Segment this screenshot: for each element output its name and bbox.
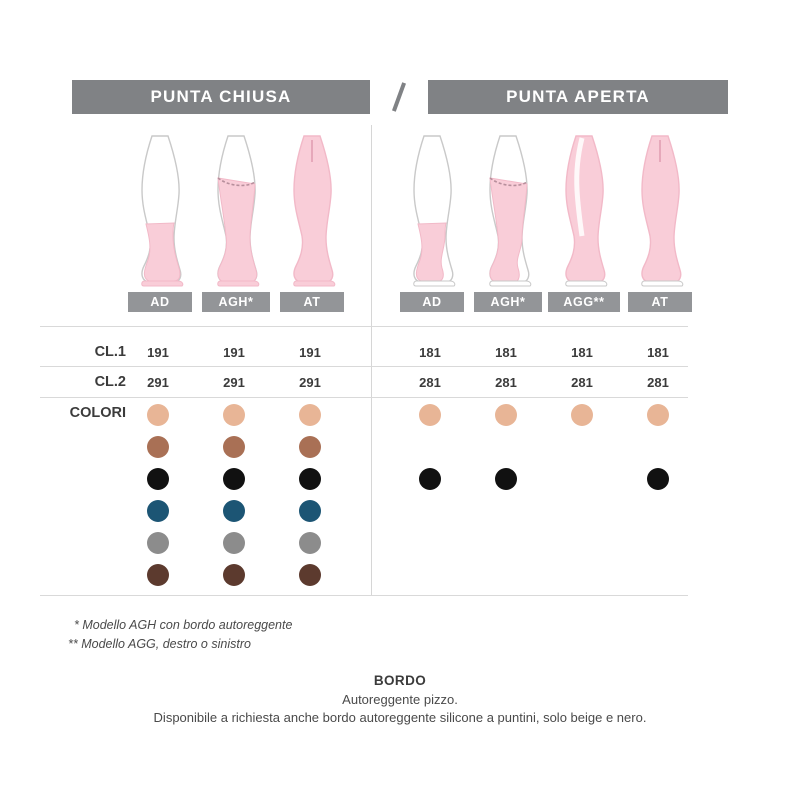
leg-closed-toe-at bbox=[274, 132, 350, 292]
row-label-colori: COLORI bbox=[69, 405, 126, 421]
swatch-closed-ad-grey[interactable] bbox=[147, 532, 169, 554]
slash-icon bbox=[392, 82, 406, 112]
note-agh: * Modello AGH con bordo autoreggente bbox=[74, 618, 293, 632]
footer-line-2: Disponibile a richiesta anche bordo autoreggente silicone a puntini, solo beige e nero. bbox=[153, 710, 647, 725]
swatch-closed-ad-petrol[interactable] bbox=[147, 500, 169, 522]
swatch-closed-ad-beige[interactable] bbox=[147, 404, 169, 426]
leg-open-toe-agh bbox=[470, 132, 546, 292]
header-separator bbox=[370, 80, 428, 114]
swatch-closed-agh-beige[interactable] bbox=[223, 404, 245, 426]
swatch-closed-at-grey[interactable] bbox=[299, 532, 321, 554]
cell-cl1-open-agg: 181 bbox=[571, 345, 593, 360]
leg-illustrations bbox=[72, 132, 728, 292]
leg-closed-toe-agh bbox=[198, 132, 274, 292]
cell-cl2-closed-ad: 291 bbox=[147, 375, 169, 390]
swatch-closed-agh-grey[interactable] bbox=[223, 532, 245, 554]
swatch-open-at-beige[interactable] bbox=[647, 404, 669, 426]
leg-closed-toe-icon bbox=[274, 132, 350, 292]
swatch-closed-agh-brown[interactable] bbox=[223, 564, 245, 586]
swatch-closed-ad-caramel[interactable] bbox=[147, 436, 169, 458]
swatch-closed-agh-black[interactable] bbox=[223, 468, 245, 490]
swatch-closed-at-petrol[interactable] bbox=[299, 500, 321, 522]
table-divider bbox=[40, 366, 688, 367]
swatch-closed-at-black[interactable] bbox=[299, 468, 321, 490]
model-label-open-agg[interactable]: AGG** bbox=[548, 292, 620, 312]
cell-cl2-closed-agh: 291 bbox=[223, 375, 245, 390]
model-labels bbox=[72, 292, 728, 314]
swatch-closed-at-caramel[interactable] bbox=[299, 436, 321, 458]
model-label-closed-ad[interactable]: AD bbox=[128, 292, 192, 312]
model-label-closed-at[interactable]: AT bbox=[280, 292, 344, 312]
leg-open-toe-icon bbox=[394, 132, 470, 292]
swatch-closed-ad-black[interactable] bbox=[147, 468, 169, 490]
chart-header bbox=[72, 80, 728, 114]
cell-cl2-open-at: 281 bbox=[647, 375, 669, 390]
model-label-open-at[interactable]: AT bbox=[628, 292, 692, 312]
model-label-open-ad[interactable]: AD bbox=[400, 292, 464, 312]
leg-open-toe-ad bbox=[394, 132, 470, 292]
cell-cl1-open-at: 181 bbox=[647, 345, 669, 360]
leg-open-toe-icon bbox=[622, 132, 698, 292]
leg-closed-toe-icon bbox=[122, 132, 198, 292]
swatch-open-agg-beige[interactable] bbox=[571, 404, 593, 426]
swatch-open-at-black[interactable] bbox=[647, 468, 669, 490]
footer-title: BORDO bbox=[373, 673, 427, 688]
model-label-open-agh[interactable]: AGH* bbox=[474, 292, 542, 312]
leg-open-toe-at bbox=[622, 132, 698, 292]
swatch-closed-at-beige[interactable] bbox=[299, 404, 321, 426]
table-divider bbox=[40, 595, 688, 596]
leg-closed-toe-ad bbox=[122, 132, 198, 292]
swatch-open-ad-beige[interactable] bbox=[419, 404, 441, 426]
cell-cl1-closed-at: 191 bbox=[299, 345, 321, 360]
swatch-closed-agh-caramel[interactable] bbox=[223, 436, 245, 458]
swatch-closed-at-brown[interactable] bbox=[299, 564, 321, 586]
cell-cl2-open-agg: 281 bbox=[571, 375, 593, 390]
swatch-closed-ad-brown[interactable] bbox=[147, 564, 169, 586]
note-agg: ** Modello AGG, destro o sinistro bbox=[68, 637, 251, 651]
model-label-closed-agh[interactable]: AGH* bbox=[202, 292, 270, 312]
cell-cl1-open-agh: 181 bbox=[495, 345, 517, 360]
table-divider bbox=[40, 326, 688, 327]
leg-open-toe-agg bbox=[546, 132, 622, 292]
row-label-cl1: CL.1 bbox=[94, 344, 126, 360]
cell-cl1-closed-agh: 191 bbox=[223, 345, 245, 360]
header-punta-aperta: PUNTA APERTA bbox=[428, 80, 728, 114]
leg-closed-toe-icon bbox=[198, 132, 274, 292]
leg-open-toe-icon bbox=[470, 132, 546, 292]
cell-cl1-closed-ad: 191 bbox=[147, 345, 169, 360]
swatch-closed-agh-petrol[interactable] bbox=[223, 500, 245, 522]
footer-line-1: Autoreggente pizzo. bbox=[342, 692, 458, 707]
table-divider bbox=[40, 397, 688, 398]
row-label-cl2: CL.2 bbox=[94, 374, 126, 390]
cell-cl2-open-ad: 281 bbox=[419, 375, 441, 390]
cell-cl1-open-ad: 181 bbox=[419, 345, 441, 360]
swatch-open-agh-black[interactable] bbox=[495, 468, 517, 490]
swatch-open-ad-black[interactable] bbox=[419, 468, 441, 490]
leg-open-toe-icon bbox=[546, 132, 622, 292]
cell-cl2-open-agh: 281 bbox=[495, 375, 517, 390]
swatch-open-agh-beige[interactable] bbox=[495, 404, 517, 426]
header-punta-chiusa: PUNTA CHIUSA bbox=[72, 80, 370, 114]
cell-cl2-closed-at: 291 bbox=[299, 375, 321, 390]
